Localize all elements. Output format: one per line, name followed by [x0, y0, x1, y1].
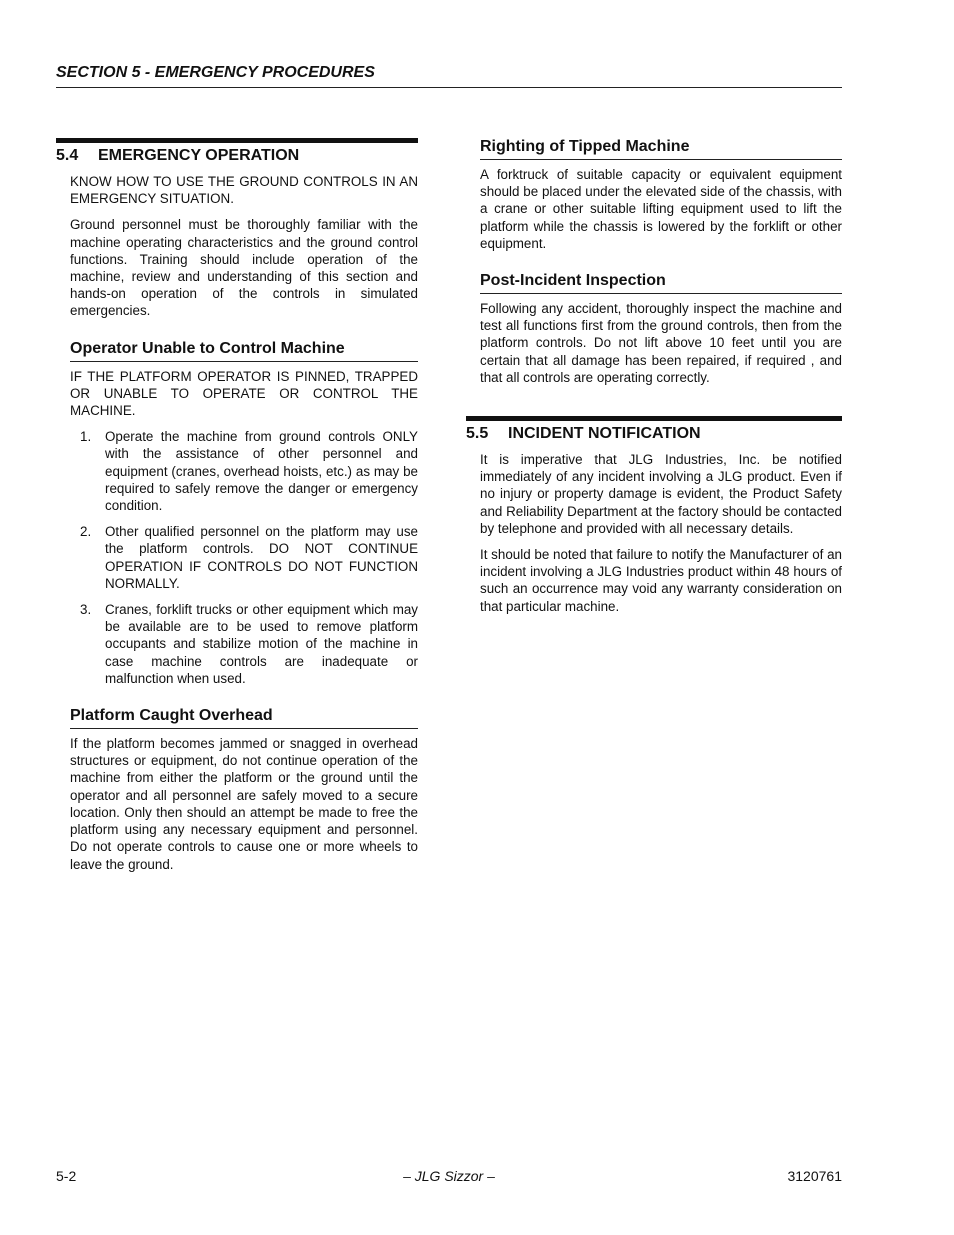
- section-5-4-heading: [56, 138, 418, 165]
- platform-caught-paragraph: If the platform becomes jammed or snagged in overhead structures or equipment, do not continue operation of the machine from either the platform or the ground until the operator and all personnel are safely moved to a secure location. Only then should an attempt be made to free the platform using any necessary equipment and personnel. Do not operate controls to cause one or more wheels to leave the ground.: [70, 736, 418, 872]
- operator-intro: IF THE PLATFORM OPERATOR IS PINNED, TRAPPED OR UNABLE TO OPERATE OR CONTROL THE MACHINE.: [70, 368, 418, 419]
- left-column: [56, 138, 418, 882]
- righting-paragraph: A forktruck of suitable capacity or equivalent equipment should be placed under the elevated side of the chassis, with a crane or other suitable lifting equipment used to lift the platform while the chassis is lowered by the forklift or other equipment.: [480, 167, 842, 251]
- footer-title: – JLG Sizzor –: [403, 1168, 495, 1184]
- page-number: 5-2: [56, 1168, 77, 1184]
- section-number: 5.4: [56, 147, 79, 164]
- emergency-caution: KNOW HOW TO USE THE GROUND CONTROLS IN AN EMERGENCY SITUATION.: [70, 174, 418, 207]
- notification-paragraph-2: It should be noted that failure to notify the Manufacturer of an incident involving a JLG Industries product within 48 hours of such an occurrence may void any warranty consideration on that particular machine.: [480, 547, 842, 614]
- section-title: INCIDENT NOTIFICATION: [508, 425, 701, 443]
- document-number: 3120761: [787, 1168, 842, 1184]
- list-item: 1. Operate the machine from ground controls ONLY with the assistance of other personnel and equipment (cranes, overhead hoists, etc.) as may be required to safely remove the danger or emergency condition.: [80, 429, 418, 514]
- section-header: SECTION 5 - EMERGENCY PROCEDURES: [56, 64, 842, 88]
- list-item: 2. Other qualified personnel on the platform may use the platform controls. DO NOT CONTINUE OPERATION IF CONTROLS DO NOT FUNCTION NORMALLY.: [80, 524, 418, 591]
- emergency-paragraph: Ground personnel must be thoroughly familiar with the machine operating characteristics and the ground control functions. Training should include operation of the machine, review and understanding of this section and hands-on operation of the controls in simulated emergencies.: [70, 217, 418, 319]
- section-5-5-heading: [466, 416, 842, 443]
- notification-paragraph-1: It is imperative that JLG Industries, Inc. be notified immediately of any incident involving a JLG product. Even if no injury or property damage is evident, the Product Safety and Reliability Department at the factory should be contacted by telephone and provided with all necessary details.: [480, 452, 842, 536]
- operator-unable-heading: Operator Unable to Control Machine: [70, 340, 418, 362]
- operator-steps-list: [70, 428, 418, 687]
- section-title: EMERGENCY OPERATION: [98, 147, 300, 164]
- list-item: 3. Cranes, forklift trucks or other equipment which may be available are to be used to remove platform occupants and stabilize motion of the machine in case machine controls are inadequate or malfunction when used.: [80, 602, 418, 686]
- post-incident-paragraph: Following any accident, thoroughly inspect the machine and test all functions first from the ground controls, then from the platform controls. Do not lift above 10 feet until you are certain that all damage has been repaired, if required , and that all controls are operating correctly.: [480, 301, 842, 385]
- section-number: 5.5: [466, 425, 489, 443]
- righting-heading: Righting of Tipped Machine: [480, 138, 842, 160]
- post-incident-heading: Post-Incident Inspection: [480, 272, 842, 294]
- right-column: [466, 138, 842, 624]
- platform-caught-heading: Platform Caught Overhead: [70, 707, 418, 729]
